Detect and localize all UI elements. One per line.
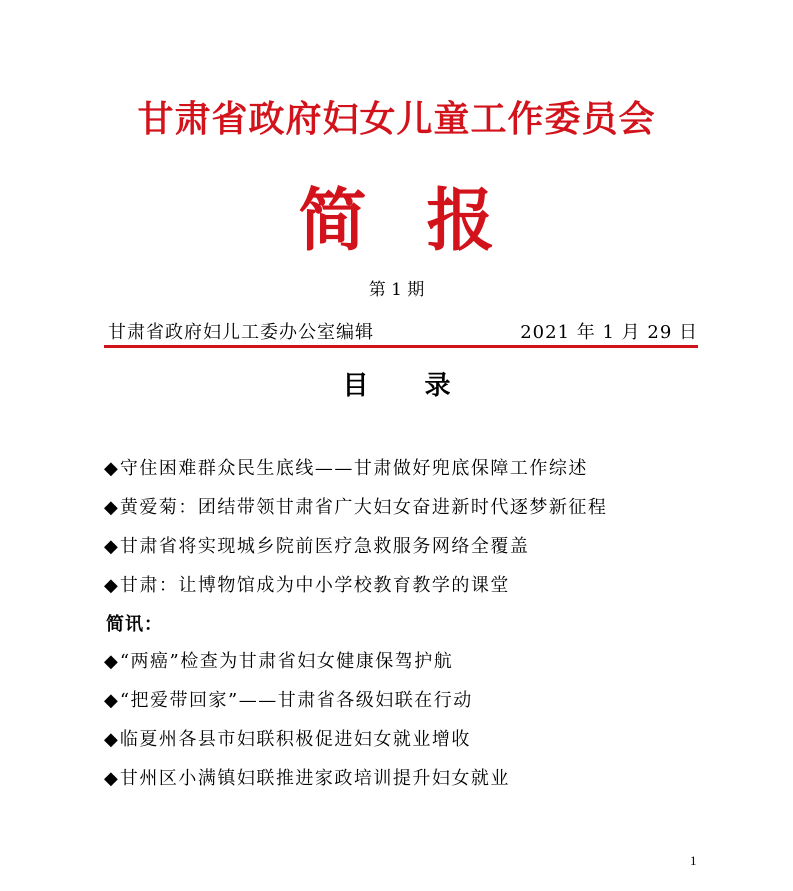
- toc-item-label: 甘州区小满镇妇联推进家政培训提升妇女就业: [119, 768, 510, 789]
- red-divider: [104, 345, 698, 348]
- editor-name: 甘肃省政府妇儿工委办公室编辑: [108, 322, 374, 343]
- toc-item[interactable]: [104, 648, 453, 676]
- diamond-bullet-icon: ◆: [104, 729, 118, 750]
- toc-item[interactable]: [104, 726, 471, 754]
- toc-item-label: 甘肃省将实现城乡院前医疗急救服务网络全覆盖: [119, 536, 530, 557]
- diamond-bullet-icon: ◆: [104, 651, 118, 672]
- toc-item[interactable]: [104, 687, 473, 715]
- diamond-bullet-icon: ◆: [104, 497, 118, 518]
- diamond-bullet-icon: ◆: [104, 536, 118, 557]
- toc-item-label: “两癌”检查为甘肃省妇女健康保驾护航: [119, 651, 454, 672]
- toc-item-label: “把爱带回家”——甘肃省各级妇联在行动: [119, 690, 473, 711]
- toc-item[interactable]: [104, 455, 588, 483]
- diamond-bullet-icon: ◆: [104, 458, 118, 479]
- diamond-bullet-icon: ◆: [104, 575, 118, 596]
- page-number: 1: [690, 853, 697, 868]
- issue-number: 第 1 期: [368, 280, 425, 300]
- toc-item-label: 临夏州各县市妇联积极促进妇女就业增收: [119, 729, 471, 750]
- bulletin-title: 简报: [298, 182, 555, 261]
- toc-item-label: 守住困难群众民生底线——甘肃做好兜底保障工作综述: [119, 458, 588, 479]
- publish-date: 2021 年 1 月 29 日: [520, 322, 698, 343]
- toc-item[interactable]: [104, 533, 529, 561]
- toc-item[interactable]: [104, 765, 510, 793]
- toc-item[interactable]: [104, 494, 607, 522]
- editor-line: [108, 320, 698, 346]
- toc-title: 目录: [342, 371, 507, 401]
- diamond-bullet-icon: ◆: [104, 690, 118, 711]
- brief-news-label: 简讯：: [106, 614, 163, 635]
- diamond-bullet-icon: ◆: [104, 768, 118, 789]
- toc-item-label: 黄爱菊：团结带领甘肃省广大妇女奋进新时代逐梦新征程: [119, 497, 608, 518]
- organization-title: 甘肃省政府妇女儿童工作委员会: [137, 99, 656, 140]
- toc-item[interactable]: [104, 572, 510, 600]
- toc-item-label: 甘肃：让博物馆成为中小学校教育教学的课堂: [119, 575, 510, 596]
